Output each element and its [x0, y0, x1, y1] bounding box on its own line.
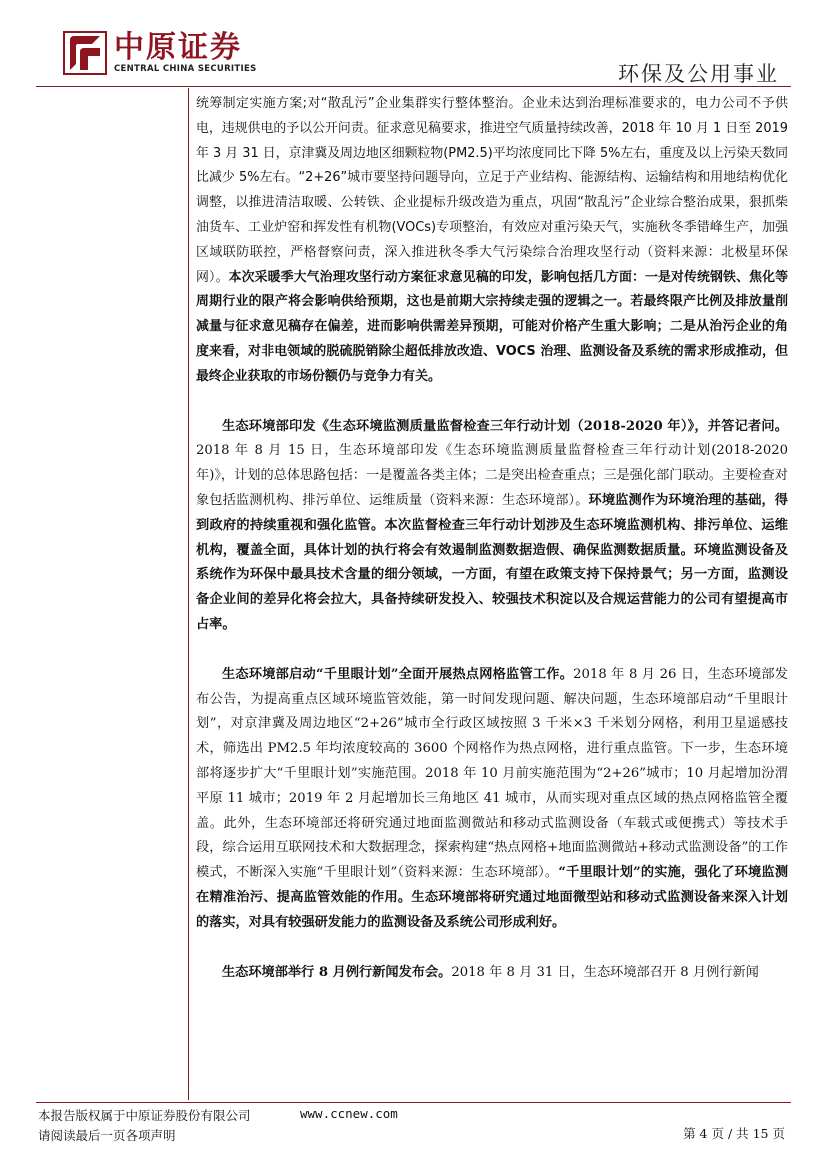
logo-mark-icon	[62, 30, 108, 76]
paragraph-highlight: “千里眼计划”的实施，强化了环境监测在精准治污、提高监管效能的作用。生态环境部将研究通过地面微型站和移动式监测设备来深入计划的落实，对具有较强研发能力的监测设备及系统公司形成利好。	[196, 865, 789, 930]
paragraph-lead: 生态环境部启动“千里眼计划”全面开展热点网格监管工作。	[222, 666, 574, 682]
paragraph-highlight: 本次采暖季大气治理攻坚行动方案征求意见稿的印发，影响包括几方面：一是对传统钢铁、焦化等周期行业的限产将会影响供给预期，这也是前期大宗持续走强的逻辑之一。若最终限产比例及排放量削减量与征求意见稿存在偏差，进而影响供需差异预期，可能对价格产生重大影响；二是从治污企业的角度来看，对非电领域的脱硫脱销除尘超低排放改造、VOCS 治理、监测设备及系统的需求形成推动，但最终企业获取的市场份额仍与竞争力有关。	[196, 269, 788, 384]
page-header	[0, 0, 827, 92]
paragraph-lead: 生态环境部举行 8 月例行新闻发布会。	[222, 964, 452, 980]
report-section-title: 环保及公用事业	[618, 62, 779, 86]
report-body	[196, 92, 788, 985]
footer-copyright: 本报告版权属于中原证券股份有限公司	[38, 1108, 251, 1123]
paragraph-monitoring-plan	[196, 415, 788, 638]
paragraph-text: 2018 年 8 月 15 日，生态环境部印发《生态环境监测质量监督检查三年行动计划(2018-2020 年)》，计划的总体思路包括：一是覆盖各类主体；二是突出检查重点；三是强化部门联动。主要检查对象包括监测机构、排污单位、运维质量（资料来源：生态环境部）。	[196, 443, 788, 508]
logo-english-name: CENTRAL CHINA SECURITIES	[114, 64, 257, 74]
footer-divider	[36, 1102, 791, 1103]
paragraph-highlight: 环境监测作为环境治理的基础，得到政府的持续重视和强化监管。本次监督检查三年行动计划涉及生态环境监测机构、排污单位、运维机构，覆盖全面，具体计划的执行将会有效遏制监测数据造假、确保监测数据质量。环境监测设备及系统作为环保中最具技术含量的细分领域，一方面，有望在政策支持下保持景气；另一方面，监测设备企业间的差异化将会拉大，具备持续研发投入、较强技术积淀以及合规运营能力的公司有望提高市占率。	[196, 492, 788, 632]
logo-chinese-name: 中原证券	[114, 30, 242, 65]
left-margin-line	[188, 88, 189, 1100]
header-divider	[36, 86, 791, 87]
paragraph-lead: 生态环境部印发《生态环境监测质量监督检查三年行动计划（2018-2020 年）》，并答记者问。	[222, 418, 788, 434]
paragraph-text: 2018 年 8 月 31 日，生态环境部召开 8 月例行新闻	[451, 964, 759, 980]
paragraph-text: 统筹制定实施方案;对“散乱污”企业集群实行整体整治。企业未达到治理标准要求的，电力公司不予供电，违规供电的予以公开问责。征求意见稿要求，推进空气质量持续改善，2018 年 10 月 1 日至 2019 年 3 月 31 日，京津冀及周边地区细颗粒物(PM2.5)平均浓度同比下降 5%左右，重度及以上污染天数同比减少 5%左右。“2+26”城市要坚持问题导向，立足于产业结构、能源结构、运输结构和用地结构优化调整，以推进清洁取暖、公转铁、企业提标升级改造为重点，巩固“散乱污”企业综合整治成果，狠抓柴油货车、工业炉窑和挥发性有机物(VOCs)专项整治，有效应对重污染天气，实施秋冬季错峰生产，加强区域联防联控，严格督察问责，深入推进秋冬季大气污染综合治理攻坚行动（资料来源：北极星环保网）。	[196, 96, 788, 285]
paragraph-qianliyan-plan	[196, 663, 788, 936]
page-number: 第 4 页 / 共 15 页	[683, 1126, 785, 1141]
paragraph-text: 2018 年 8 月 26 日，生态环境部发布公告，为提高重点区域环境监管效能，第一时间发现问题、解决问题，生态环境部启动“千里眼计划”，对京津冀及周边地区“2+26”城市全行政区域按照 3 千米×3 千米划分网格，利用卫星遥感技术，筛选出 PM2.5 年均浓度较高的 3600 个网格作为热点网格，进行重点监管。下一步，生态环境部将逐步扩大“千里眼计划”实施范围。2018 年 10 月前实施范围为“2+26”城市；10 月起增加汾渭平原 11 城市；2019 年 2 月起增加长三角地区 41 城市，从而实现对重点区域的热点网格监管全覆盖。此外，生态环境部还将研究通过地面监测微站和移动式监测设备（车载式或便携式）等技术手段，综合运用互联网技术和大数据理念，探索构建“热点网格+地面监测微站+移动式监测设备”的工作模式，不断深入实施“千里眼计划”（资料来源：生态环境部）。	[196, 666, 788, 881]
footer-website-link[interactable]: www.ccnew.com	[300, 1106, 398, 1121]
footer-disclaimer: 请阅读最后一页各项声明	[38, 1128, 176, 1143]
paragraph-air-quality	[196, 92, 788, 390]
paragraph-press-conference	[196, 961, 788, 986]
company-logo	[62, 30, 257, 76]
